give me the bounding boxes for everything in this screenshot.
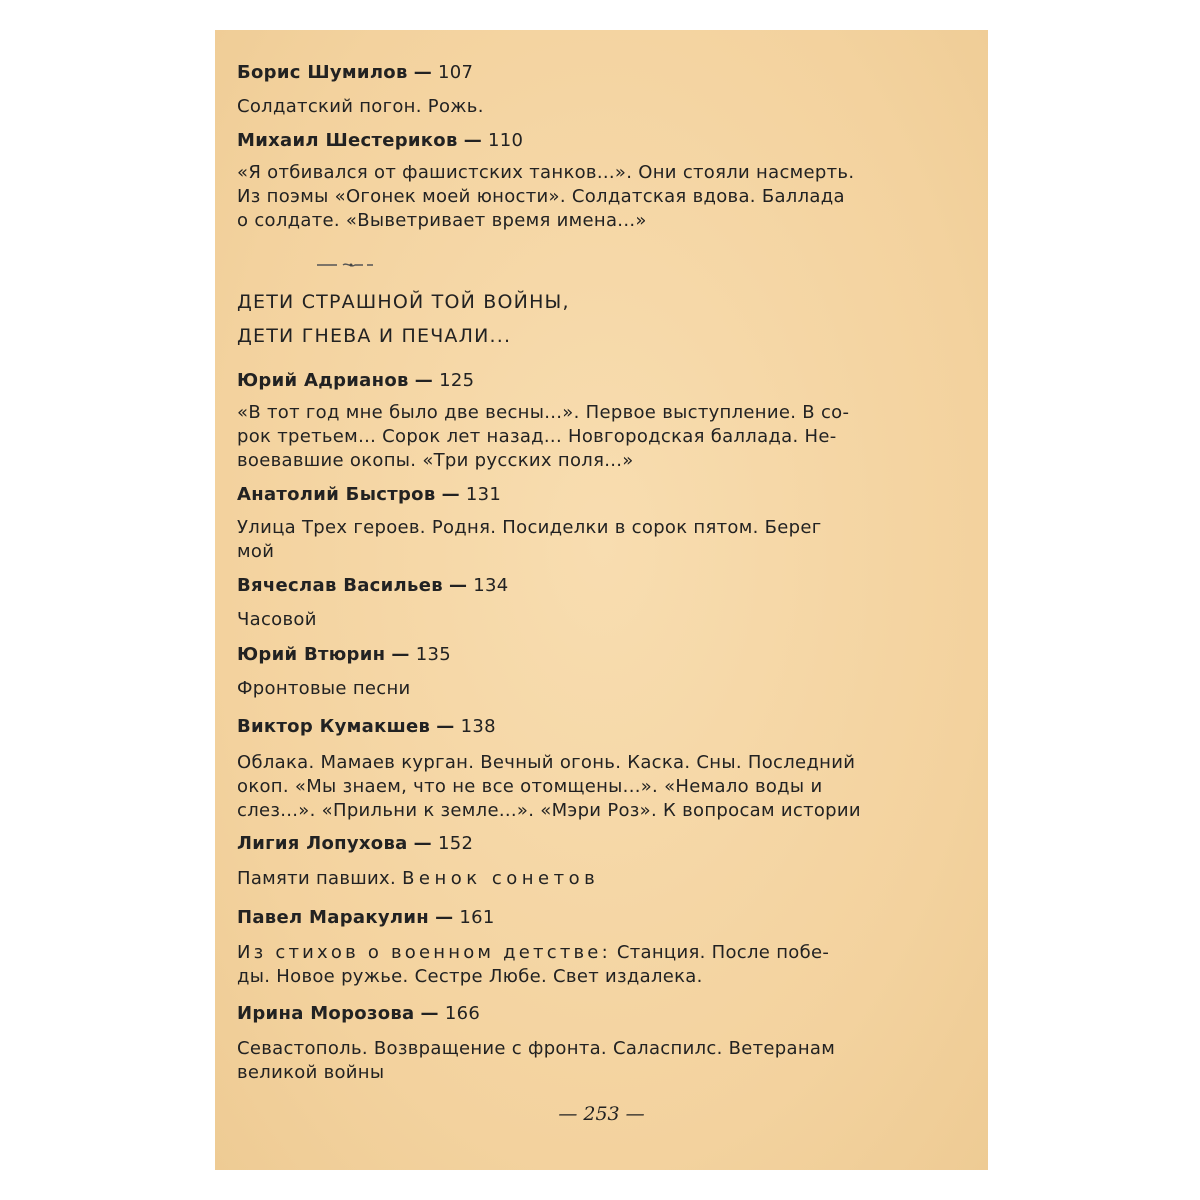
works-line: слез...». «Прильни к земле...». «Мэри Роз». К вопросам истории [237,800,861,821]
author-name: Юрий Адрианов [237,370,409,391]
page-ref: 131 [465,484,502,505]
works-line: ды. Новое ружье. Сестре Любе. Свет издалека. [237,966,703,987]
page-ref: 161 [459,907,495,928]
page-number: — 253 — [558,1103,645,1125]
author-name: Лигия Лопухова [237,833,408,854]
page-ref: 125 [439,370,475,391]
toc-entry-heading: Юрий Адрианов — 125 [237,370,475,391]
author-name: Виктор Кумакшев [237,716,431,737]
toc-entry-heading: Павел Маракулин — 161 [237,907,495,928]
works-line: «Я отбивался от фашистских танков...». Они стояли насмерть. [237,162,855,183]
toc-entry-heading: Вячеслав Васильев — 134 [237,575,509,596]
author-name: Борис Шумилов [237,62,408,83]
works-line: великой войны [237,1062,385,1083]
works-line: о солдате. «Выветривает время имена...» [237,210,647,231]
ornament-divider [315,258,385,272]
works-list: Солдатский погон. Рожь. [237,96,484,117]
toc-entry-heading: Ирина Морозова — 166 [237,1003,481,1024]
page-ref: 110 [488,130,524,151]
works-line: Из поэмы «Огонек моей юности». Солдатская вдова. Баллада [237,186,845,207]
section-heading: ДЕТИ СТРАШНОЙ ТОЙ ВОЙНЫ, ДЕТИ ГНЕВА И ПЕЧАЛИ... [237,291,570,347]
toc-entry-heading: Лигия Лопухова — 152 [237,833,474,854]
page-ref: 166 [444,1003,481,1024]
author-name: Вячеслав Васильев [237,575,443,596]
works-line: «В тот год мне было две весны...». Первое выступление. В со- [237,402,850,423]
works-line: Из стихов о военном детстве: Станция. После побе- [237,942,830,963]
toc-entry-heading: Борис Шумилов — 107 [237,62,474,83]
works-line: окоп. «Мы знаем, что не все отомщены...». «Немало воды и [237,776,823,797]
page-ref: 138 [460,716,496,737]
author-name: Анатолий Быстров [237,484,436,505]
toc-entry-heading: Виктор Кумакшев — 138 [237,716,496,737]
toc-entry-heading: Анатолий Быстров — 131 [237,484,502,505]
author-name: Михаил Шестериков [237,130,458,151]
works-line: Памяти павших. Венок сонетов [237,868,600,889]
page-ref: 134 [473,575,509,596]
works-line: рок третьем... Сорок лет назад... Новгородская баллада. Не- [237,426,837,447]
page-ref: 107 [438,62,474,83]
works-line: Облака. Мамаев курган. Вечный огонь. Каска. Сны. Последний [237,752,856,773]
works-line: Севастополь. Возвращение с фронта. Саласпилс. Ветеранам [237,1038,836,1059]
author-name: Ирина Морозова [237,1003,415,1024]
works-line: Фронтовые песни [237,678,411,699]
works-line: Улица Трех героев. Родня. Посиделки в сорок пятом. Берег [237,517,822,538]
works-line: мой [237,541,275,562]
toc-entry-heading: Юрий Втюрин — 135 [237,644,452,665]
page-ref: 152 [437,833,474,854]
author-name: Юрий Втюрин [237,644,386,665]
author-name: Павел Маракулин [237,907,430,928]
works-line: Часовой [237,609,317,630]
works-line: воевавшие окопы. «Три русских поля...» [237,450,634,471]
book-page [215,30,988,1170]
page-ref: 135 [415,644,452,665]
toc-entry-heading: Михаил Шестериков — 110 [237,130,524,151]
